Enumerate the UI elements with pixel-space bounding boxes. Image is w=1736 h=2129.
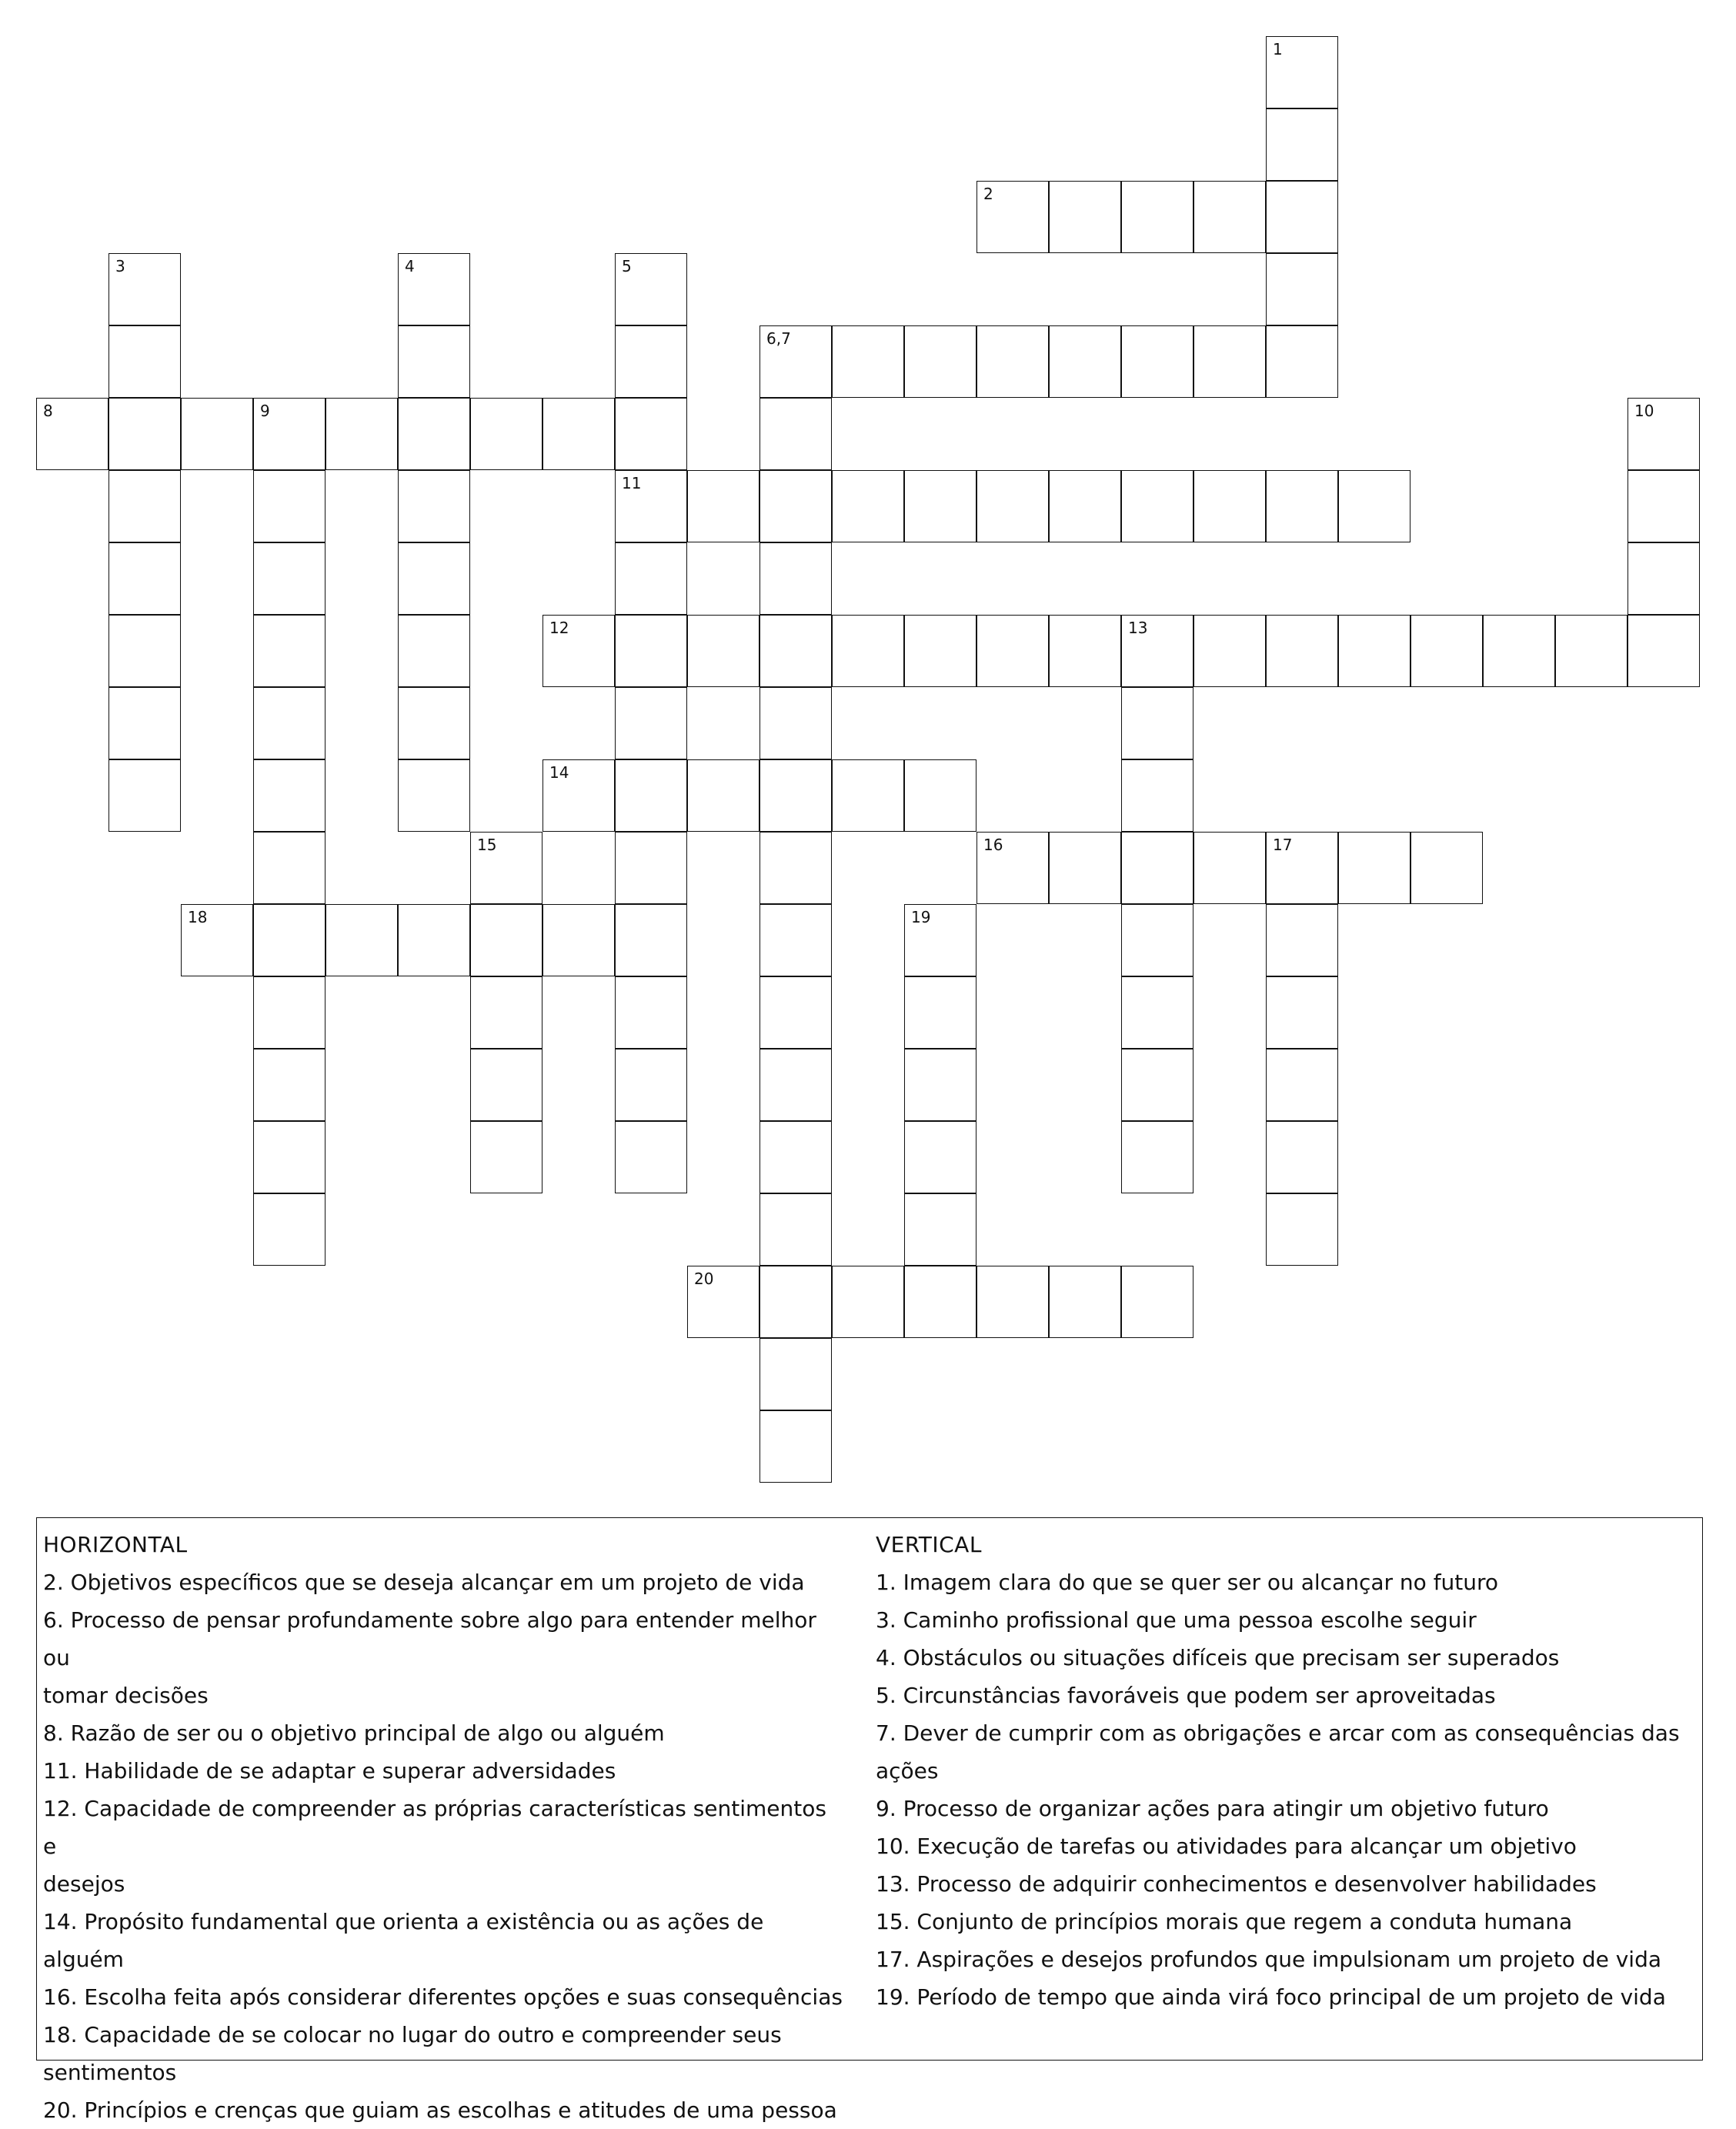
crossword-cell[interactable] <box>615 542 687 615</box>
crossword-cell[interactable] <box>1049 832 1121 904</box>
crossword-cell[interactable] <box>253 832 326 904</box>
crossword-cell[interactable] <box>904 1049 976 1121</box>
crossword-cell[interactable] <box>976 615 1049 687</box>
vertical-clue: 4. Obstáculos ou situações difíceis que precisam ser superados <box>876 1645 1560 1670</box>
crossword-cell[interactable] <box>470 832 542 904</box>
crossword-cell[interactable] <box>253 470 326 542</box>
crossword-cell[interactable] <box>760 976 832 1049</box>
clue-number: 20 <box>694 1270 714 1288</box>
clue-number: 18 <box>188 908 208 926</box>
crossword-cell[interactable] <box>1266 253 1338 325</box>
crossword-cell[interactable] <box>326 398 398 470</box>
crossword-cell[interactable] <box>470 976 542 1049</box>
crossword-cell[interactable] <box>615 832 687 904</box>
crossword-cell[interactable] <box>181 398 253 470</box>
crossword-cell[interactable] <box>615 759 687 832</box>
crossword-cell[interactable] <box>470 398 542 470</box>
crossword-cell[interactable] <box>108 687 181 759</box>
crossword-cell[interactable] <box>615 470 687 542</box>
crossword-cell[interactable] <box>615 253 687 325</box>
crossword-cell[interactable] <box>687 470 760 542</box>
crossword-cell[interactable] <box>398 253 470 325</box>
clue-number: 4 <box>405 257 415 275</box>
crossword-cell[interactable] <box>108 470 181 542</box>
horizontal-clue: 8. Razão de ser ou o objetivo principal de algo ou alguém <box>43 1720 665 1746</box>
crossword-cell[interactable] <box>1121 325 1194 398</box>
crossword-cell[interactable] <box>470 904 542 976</box>
crossword-cell[interactable] <box>687 615 760 687</box>
crossword-cell[interactable] <box>253 1121 326 1193</box>
clue-number: 5 <box>622 257 632 275</box>
crossword-cell[interactable] <box>976 181 1049 253</box>
vertical-clue: 17. Aspirações e desejos profundos que impulsionam um projeto de vida <box>876 1947 1662 1972</box>
crossword-cell[interactable] <box>760 542 832 615</box>
crossword-cell[interactable] <box>1627 398 1700 470</box>
crossword-cell[interactable] <box>1121 832 1194 904</box>
crossword-cell[interactable] <box>1121 904 1194 976</box>
crossword-cell[interactable] <box>687 759 760 832</box>
crossword-cell[interactable] <box>398 398 470 470</box>
crossword-cell[interactable] <box>253 904 326 976</box>
crossword-cell[interactable] <box>542 398 615 470</box>
crossword-cell[interactable] <box>904 1266 976 1338</box>
crossword-cell[interactable] <box>1266 108 1338 181</box>
vertical-clue: 3. Caminho profissional que uma pessoa escolhe seguir <box>876 1607 1477 1633</box>
crossword-cell[interactable] <box>1049 1266 1121 1338</box>
crossword-cell[interactable] <box>1049 181 1121 253</box>
crossword-cell[interactable] <box>398 759 470 832</box>
crossword-cell[interactable] <box>760 759 832 832</box>
crossword-cell[interactable] <box>108 759 181 832</box>
crossword-cell[interactable] <box>615 325 687 398</box>
crossword-cell[interactable] <box>1627 542 1700 615</box>
crossword-cell[interactable] <box>1266 615 1338 687</box>
horizontal-clue: 12. Capacidade de compreender as próprias características sentimentos e <box>43 1796 826 1859</box>
crossword-cell[interactable] <box>1194 832 1266 904</box>
crossword-cell[interactable] <box>1049 470 1121 542</box>
crossword-cell[interactable] <box>904 976 976 1049</box>
crossword-cell[interactable] <box>615 904 687 976</box>
crossword-cell[interactable] <box>1410 832 1483 904</box>
crossword-cell[interactable] <box>976 470 1049 542</box>
crossword-cell[interactable] <box>832 759 904 832</box>
crossword-cell[interactable] <box>1121 1121 1194 1193</box>
clue-number: 9 <box>260 402 270 420</box>
crossword-cell[interactable] <box>398 904 470 976</box>
clue-number: 8 <box>43 402 53 420</box>
horizontal-clue: 14. Propósito fundamental que orienta a existência ou as ações de alguém <box>43 1909 764 1972</box>
clue-number: 1 <box>1273 40 1283 58</box>
crossword-cell[interactable] <box>1121 1049 1194 1121</box>
crossword-cell[interactable] <box>253 976 326 1049</box>
vertical-clue: 7. Dever de cumprir com as obrigações e arcar com as consequências das ações <box>876 1720 1680 1784</box>
clue-number: 10 <box>1634 402 1654 420</box>
crossword-cell[interactable] <box>398 325 470 398</box>
crossword-cell[interactable] <box>470 1049 542 1121</box>
crossword-cell[interactable] <box>181 904 253 976</box>
crossword-cell[interactable] <box>108 398 181 470</box>
crossword-cell[interactable] <box>398 542 470 615</box>
crossword-cell[interactable] <box>615 1049 687 1121</box>
crossword-cell[interactable] <box>904 1193 976 1266</box>
crossword-cell[interactable] <box>1194 470 1266 542</box>
vertical-clue: 9. Processo de organizar ações para atingir um objetivo futuro <box>876 1796 1549 1821</box>
crossword-cell[interactable] <box>760 687 832 759</box>
crossword-cell[interactable] <box>760 1338 832 1410</box>
crossword-cell[interactable] <box>760 615 832 687</box>
clues-box <box>36 1517 1703 2123</box>
crossword-cell[interactable] <box>1266 1049 1338 1121</box>
crossword-cell[interactable] <box>542 615 615 687</box>
crossword-cell[interactable] <box>615 976 687 1049</box>
horizontal-clue: tomar decisões <box>43 1683 209 1708</box>
crossword-cell[interactable] <box>470 1121 542 1193</box>
crossword-cell[interactable] <box>1627 615 1700 687</box>
crossword-cell[interactable] <box>542 759 615 832</box>
crossword-cell[interactable] <box>904 615 976 687</box>
crossword-cell[interactable] <box>1121 181 1194 253</box>
crossword-cell[interactable] <box>904 904 976 976</box>
crossword-cell[interactable] <box>760 470 832 542</box>
horizontal-clue: 2. Objetivos específicos que se deseja alcançar em um projeto de vida <box>43 1570 805 1595</box>
vertical-clue: 5. Circunstâncias favoráveis que podem ser aproveitadas <box>876 1683 1496 1708</box>
crossword-cell[interactable] <box>904 470 976 542</box>
clue-number: 6,7 <box>766 329 791 348</box>
clue-number: 15 <box>477 836 497 854</box>
crossword-cell[interactable] <box>760 325 832 398</box>
horizontal-clues <box>43 1526 843 2129</box>
crossword-cell[interactable] <box>976 325 1049 398</box>
crossword-cell[interactable] <box>1266 832 1338 904</box>
crossword-cell[interactable] <box>1266 1193 1338 1266</box>
crossword-cell[interactable] <box>253 1193 326 1266</box>
crossword-cell[interactable] <box>760 904 832 976</box>
crossword-cell[interactable] <box>1410 615 1483 687</box>
crossword-cell[interactable] <box>1049 325 1121 398</box>
vertical-clue: 13. Processo de adquirir conhecimentos e desenvolver habilidades <box>876 1871 1597 1897</box>
crossword-cell[interactable] <box>1266 325 1338 398</box>
crossword-cell[interactable] <box>1266 36 1338 108</box>
vertical-clue: 10. Execução de tarefas ou atividades para alcançar um objetivo <box>876 1834 1577 1859</box>
crossword-cell[interactable] <box>108 325 181 398</box>
clue-number: 16 <box>983 836 1003 854</box>
crossword-cell[interactable] <box>760 832 832 904</box>
crossword-cell[interactable] <box>1121 759 1194 832</box>
crossword-cell[interactable] <box>832 470 904 542</box>
crossword-cell[interactable] <box>1266 1121 1338 1193</box>
crossword-cell[interactable] <box>253 687 326 759</box>
crossword-cell[interactable] <box>760 1049 832 1121</box>
clue-number: 2 <box>983 185 993 203</box>
horizontal-heading: HORIZONTAL <box>43 1532 188 1557</box>
crossword-cell[interactable] <box>1266 181 1338 253</box>
crossword-cell[interactable] <box>760 1410 832 1483</box>
crossword-cell[interactable] <box>904 759 976 832</box>
clue-number: 12 <box>549 619 569 637</box>
crossword-cell[interactable] <box>253 615 326 687</box>
crossword-cell[interactable] <box>1555 615 1627 687</box>
crossword-cell[interactable] <box>832 1266 904 1338</box>
crossword-cell[interactable] <box>615 398 687 470</box>
vertical-clues <box>876 1526 1699 2016</box>
clue-number: 14 <box>549 763 569 782</box>
horizontal-clue: 11. Habilidade de se adaptar e superar adversidades <box>43 1758 616 1784</box>
clue-number: 11 <box>622 474 642 492</box>
crossword-cell[interactable] <box>904 325 976 398</box>
crossword-cell[interactable] <box>615 1121 687 1193</box>
crossword-cell[interactable] <box>832 325 904 398</box>
horizontal-clue: desejos <box>43 1871 125 1897</box>
crossword-cell[interactable] <box>1194 325 1266 398</box>
clue-number: 19 <box>911 908 931 926</box>
crossword-cell[interactable] <box>1121 470 1194 542</box>
crossword-cell[interactable] <box>36 398 108 470</box>
vertical-clue: 19. Período de tempo que ainda virá foco principal de um projeto de vida <box>876 1984 1666 2010</box>
crossword-cell[interactable] <box>398 470 470 542</box>
crossword-cell[interactable] <box>253 759 326 832</box>
crossword-cell[interactable] <box>1338 832 1410 904</box>
vertical-clue-list <box>876 1563 1699 2016</box>
crossword-cell[interactable] <box>253 398 326 470</box>
crossword-cell[interactable] <box>1121 1266 1194 1338</box>
clue-number: 3 <box>115 257 125 275</box>
crossword-cell[interactable] <box>108 615 181 687</box>
crossword-cell[interactable] <box>1266 470 1338 542</box>
crossword-cell[interactable] <box>1627 470 1700 542</box>
crossword-cell[interactable] <box>760 1121 832 1193</box>
horizontal-clue-list <box>43 1563 843 2129</box>
crossword-cell[interactable] <box>615 687 687 759</box>
crossword-cell[interactable] <box>976 832 1049 904</box>
crossword-cell[interactable] <box>1266 904 1338 976</box>
crossword-cell[interactable] <box>1049 615 1121 687</box>
crossword-cell[interactable] <box>542 904 615 976</box>
clue-number: 17 <box>1273 836 1293 854</box>
crossword-cell[interactable] <box>1338 470 1410 542</box>
crossword-cell[interactable] <box>1266 976 1338 1049</box>
vertical-heading: VERTICAL <box>876 1532 982 1557</box>
crossword-cell[interactable] <box>760 398 832 470</box>
crossword-cell[interactable] <box>108 542 181 615</box>
horizontal-clue: 18. Capacidade de se colocar no lugar do outro e compreender seus <box>43 2022 782 2047</box>
crossword-cell[interactable] <box>832 615 904 687</box>
crossword-cell[interactable] <box>1121 687 1194 759</box>
crossword-cell[interactable] <box>760 1193 832 1266</box>
crossword-cell[interactable] <box>1121 615 1194 687</box>
crossword-cell[interactable] <box>760 1266 832 1338</box>
crossword-cell[interactable] <box>253 1049 326 1121</box>
crossword-cell[interactable] <box>108 253 181 325</box>
clue-number: 13 <box>1128 619 1148 637</box>
crossword-cell[interactable] <box>1194 615 1266 687</box>
crossword-cell[interactable] <box>1338 615 1410 687</box>
crossword-cell[interactable] <box>398 615 470 687</box>
crossword-cell[interactable] <box>976 1266 1049 1338</box>
horizontal-clue: sentimentos <box>43 2060 177 2085</box>
crossword-cell[interactable] <box>398 687 470 759</box>
crossword-cell[interactable] <box>253 542 326 615</box>
vertical-clue: 1. Imagem clara do que se quer ser ou alcançar no futuro <box>876 1570 1499 1595</box>
crossword-cell[interactable] <box>1194 181 1266 253</box>
crossword-cell[interactable] <box>687 1266 760 1338</box>
crossword-cell[interactable] <box>1483 615 1555 687</box>
crossword-cell[interactable] <box>904 1121 976 1193</box>
horizontal-clue: 16. Escolha feita após considerar diferentes opções e suas consequências <box>43 1984 843 2010</box>
crossword-cell[interactable] <box>615 615 687 687</box>
crossword-cell[interactable] <box>1121 976 1194 1049</box>
crossword-cell[interactable] <box>326 904 398 976</box>
horizontal-clue: 20. Princípios e crenças que guiam as escolhas e atitudes de uma pessoa <box>43 2097 837 2123</box>
horizontal-clue: 6. Processo de pensar profundamente sobre algo para entender melhor ou <box>43 1607 816 1670</box>
vertical-clue: 15. Conjunto de princípios morais que regem a conduta humana <box>876 1909 1573 1934</box>
